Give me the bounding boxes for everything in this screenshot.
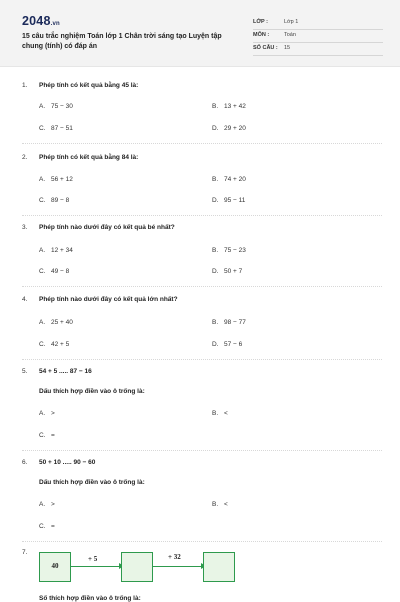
option-letter: C. — [39, 432, 46, 439]
option-text: < — [224, 501, 228, 508]
option-text: 50 + 7 — [224, 268, 243, 275]
option-letter: D. — [212, 197, 219, 204]
question-subtext: Số thích hợp điền vào ô trống là: — [39, 595, 141, 602]
divider — [22, 359, 382, 360]
option-text: 75 − 23 — [224, 247, 246, 254]
option-a[interactable] — [39, 319, 73, 326]
option-b[interactable] — [212, 319, 246, 326]
option-text: 56 + 12 — [51, 176, 73, 183]
option-a[interactable] — [39, 176, 73, 183]
option-text: 95 − 11 — [224, 197, 246, 204]
meta-value: 15 — [284, 45, 291, 51]
option-letter: D. — [212, 125, 219, 132]
divider — [22, 450, 382, 451]
meta-label: SỐ CÂU : — [253, 45, 278, 51]
option-letter: B. — [212, 319, 219, 326]
logo-main: 2048 — [22, 14, 51, 28]
start-value: 40 — [51, 562, 59, 570]
question-text: 54 + 5 ..... 87 − 16 — [39, 368, 92, 375]
option-letter: C. — [39, 341, 46, 348]
option-d[interactable] — [212, 268, 242, 275]
option-text: 89 − 8 — [51, 197, 70, 204]
option-a[interactable] — [39, 501, 55, 508]
option-text: 98 − 77 — [224, 319, 246, 326]
question-number: 3. — [22, 224, 28, 231]
option-letter: D. — [212, 268, 219, 275]
option-c[interactable] — [39, 432, 55, 439]
option-letter: B. — [212, 410, 219, 417]
operation-1-label: + 5 — [88, 555, 98, 563]
question-text: Phép tính có kết quả bằng 84 là: — [39, 154, 139, 161]
question-text: Phép tính nào dưới đây có kết quả lớn nhất? — [39, 296, 178, 303]
option-letter: A. — [39, 319, 46, 326]
option-a[interactable] — [39, 410, 55, 417]
option-text: 57 − 6 — [224, 341, 243, 348]
option-text: 25 + 40 — [51, 319, 73, 326]
option-text: = — [51, 523, 55, 530]
option-letter: A. — [39, 247, 46, 254]
option-letter: A. — [39, 501, 46, 508]
option-a[interactable] — [39, 103, 73, 110]
question-subtext: Dấu thích hợp điền vào ô trống là: — [39, 388, 145, 395]
option-letter: A. — [39, 176, 46, 183]
option-c[interactable] — [39, 268, 69, 275]
meta-value: Toán — [284, 32, 296, 38]
option-text: 12 + 34 — [51, 247, 73, 254]
question-number: 1. — [22, 82, 28, 89]
answer-box-1[interactable] — [121, 552, 153, 582]
option-text: 13 + 42 — [224, 103, 246, 110]
option-text: 74 + 20 — [224, 176, 246, 183]
meta-subject — [253, 30, 383, 43]
question-number: 6. — [22, 459, 28, 466]
option-letter: C. — [39, 523, 46, 530]
operation-2-label: + 32 — [168, 553, 181, 561]
divider — [22, 215, 382, 216]
meta-value: Lớp 1 — [284, 19, 299, 25]
option-letter: C. — [39, 268, 46, 275]
option-d[interactable] — [212, 341, 242, 348]
start-value-box — [39, 552, 71, 582]
option-letter: D. — [212, 341, 219, 348]
question-subtext: Dấu thích hợp điền vào ô trống là: — [39, 479, 145, 486]
option-text: 87 − 51 — [51, 125, 73, 132]
option-d[interactable] — [212, 125, 246, 132]
divider — [22, 286, 382, 287]
option-letter: C. — [39, 197, 46, 204]
option-b[interactable] — [212, 176, 246, 183]
option-c[interactable] — [39, 125, 73, 132]
question-number: 4. — [22, 296, 28, 303]
divider — [22, 541, 382, 542]
meta-label: LỚP : — [253, 19, 268, 25]
answer-box-2[interactable] — [203, 552, 235, 582]
document-title: 15 câu trắc nghiệm Toán lớp 1 Chân trời sáng tạo Luyện tập chung (tính) có đáp án — [22, 33, 222, 50]
option-letter: B. — [212, 176, 219, 183]
question-text: Phép tính nào dưới đây có kết quả bé nhất? — [39, 224, 175, 231]
option-c[interactable] — [39, 341, 69, 348]
meta-label: MÔN : — [253, 32, 270, 38]
option-letter: B. — [212, 247, 219, 254]
option-text: 49 − 8 — [51, 268, 70, 275]
option-letter: A. — [39, 410, 46, 417]
document-header — [0, 0, 400, 67]
option-letter: B. — [212, 103, 219, 110]
option-b[interactable] — [212, 247, 246, 254]
meta-grade — [253, 17, 383, 30]
option-b[interactable] — [212, 103, 246, 110]
option-letter: B. — [212, 501, 219, 508]
option-text: 29 + 20 — [224, 125, 246, 132]
arrow-2 — [152, 566, 202, 567]
option-c[interactable] — [39, 523, 55, 530]
logo-suffix: .vn — [50, 21, 60, 27]
site-logo[interactable] — [22, 14, 60, 28]
arrow-1 — [70, 566, 120, 567]
meta-question-count — [253, 43, 383, 56]
option-b[interactable] — [212, 501, 228, 508]
question-number: 7. — [22, 549, 28, 556]
option-text: < — [224, 410, 228, 417]
option-text: > — [51, 410, 55, 417]
option-d[interactable] — [212, 197, 245, 204]
question-text: Phép tính có kết quả bằng 45 là: — [39, 82, 139, 89]
option-c[interactable] — [39, 197, 69, 204]
question-number: 2. — [22, 154, 28, 161]
option-b[interactable] — [212, 410, 228, 417]
question-7 — [22, 549, 382, 600]
option-letter: C. — [39, 125, 46, 132]
divider — [22, 143, 382, 144]
option-text: > — [51, 501, 55, 508]
option-text: = — [51, 432, 55, 439]
question-number: 5. — [22, 368, 28, 375]
option-text: 75 − 30 — [51, 103, 73, 110]
option-letter: A. — [39, 103, 46, 110]
question-text: 50 + 10 ..... 90 − 60 — [39, 459, 96, 466]
option-text: 42 + 5 — [51, 341, 70, 348]
option-a[interactable] — [39, 247, 73, 254]
